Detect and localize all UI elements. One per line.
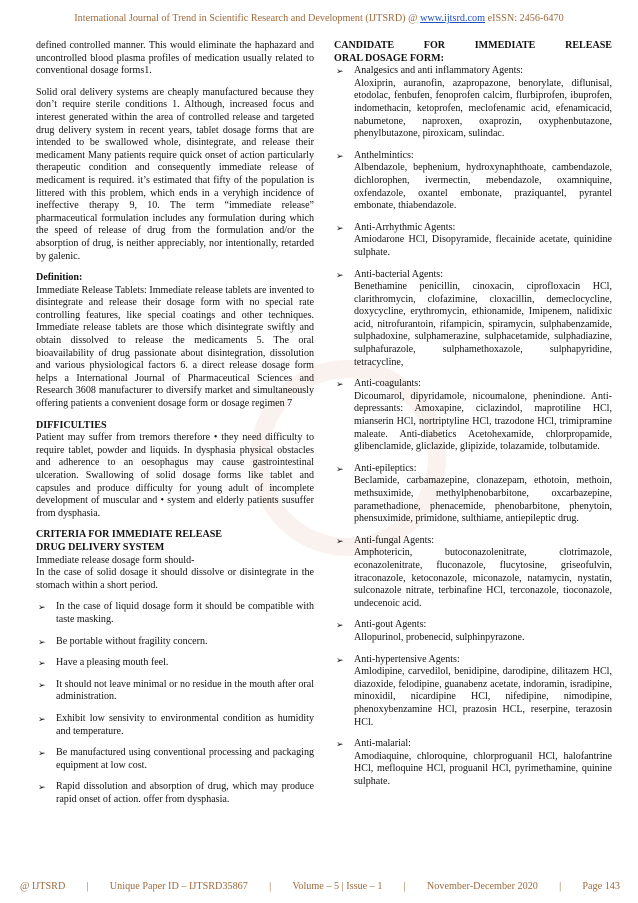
list-item xyxy=(334,378,612,454)
list-item xyxy=(334,738,612,788)
section-heading-definition: Definition: xyxy=(36,272,83,284)
category-label: Anti-coagulants: xyxy=(354,378,421,390)
footer-divider: | xyxy=(269,881,272,892)
drug-list: Amodiaquine, chloroquine, chlorproguanil HCl, halofantrine HCl, mefloquine HCl, proguanil HCl, pyrimethamine, quinine sulphate. xyxy=(354,750,612,787)
list-item: ➢ In the case of liquid dosage form it should be compatible with taste masking. xyxy=(38,601,314,625)
category-label: Anti-hypertensive Agents: xyxy=(354,653,460,665)
arrow-bullet-icon: ➢ xyxy=(38,782,46,793)
list-item: ➢ Rapid dissolution and absorption of drug, which may produce rapid onset of action. offer from dysphasia. xyxy=(38,781,314,805)
drug-list: Aloxiprin, auranofin, azapropazone, benorylate, diflunisal, etodolac, fenbufen, fenoprofen calcim, flurbiprofen, ibuprofen, indomethacin, ketoprofen, meclofenamic acid, efenamicacid, nabumetone, naproxen, oxaprozin, oxyphenbutazone, phenylbutazone, piroxicam, sulindac. xyxy=(354,77,612,140)
category-label: Analgesics and anti inflammatory Agents: xyxy=(354,65,524,77)
list-item: ➢ It should not leave minimal or no residue in the mouth after oral administration. xyxy=(38,678,314,703)
category-label: Anthelmintics: xyxy=(354,149,414,161)
drug-list: Amiodarone HCl, Disopyramide, flecainide acetate, quinidine sulphate. xyxy=(354,234,612,258)
arrow-bullet-icon: ➢ xyxy=(38,602,46,613)
section-heading-criteria-2: DRUG DELIVERY SYSTEM xyxy=(36,541,165,553)
footer-volume: Volume – 5 | Issue – 1 xyxy=(292,881,383,892)
category-label: Anti-bacterial Agents: xyxy=(354,268,443,280)
criteria-intro: Immediate release dosage form should- xyxy=(36,554,195,566)
list-item xyxy=(334,269,612,370)
list-item: ➢ Be portable without fragility concern. xyxy=(38,635,208,647)
arrow-bullet-icon: ➢ xyxy=(38,748,46,759)
drug-list: Albendazole, bephenium, hydroxynaphthoate, cambendazole, dichlorophen, ivermectin, mebendazole, oxamniquine, oxfendazole, oxantel embonate, praziquantel, pyrantel embonate, thiabendazole. xyxy=(354,162,612,212)
section-heading-difficulties: DIFFICULTIES xyxy=(36,419,107,431)
paragraph: defined controlled manner. This would eliminate the haphazard and uncontrolled blood plasma profiles of medication usually related to conventional dosage forms1. xyxy=(36,40,314,77)
footer-divider: | xyxy=(559,881,562,892)
section-heading-candidate-2: ORAL DOSAGE FORM: xyxy=(334,52,444,64)
paragraph: Patient may suffer from tremors therefore • they need difficulty to require tablet, powder and liquids. In dysphasia physical obstacles and adherence to an oesophagus may cause gastrointestinal ulceration. Swallowing of solid dosage forms like tablet and capsules and produce difficulty for young adult of incomplete development of muscular and • system and elderly patients susuffer from dysphasia. xyxy=(36,432,314,519)
arrow-bullet-icon: ➢ xyxy=(336,620,344,631)
list-item xyxy=(334,150,612,213)
list-item xyxy=(334,222,612,260)
category-label: Anti-gout Agents: xyxy=(354,619,427,631)
arrow-bullet-icon: ➢ xyxy=(336,739,344,750)
criteria-intro-2: In the case of solid dosage it should dissolve or disintegrate in the stomach within a short period. xyxy=(36,567,314,591)
header-prefix: International Journal of Trend in Scientific Research and Development (IJTSRD) @ xyxy=(74,13,421,24)
footer-divider: | xyxy=(86,881,89,892)
category-label: Anti-fungal Agents: xyxy=(354,534,435,546)
footer-journal: @ IJTSRD xyxy=(20,881,66,892)
drug-list: Dicoumarol, dipyridamole, nicoumalone, phenindione. Anti-depressants: Amoxapine, ciclazindol, maprotiline HCl, mianserin HCl, nortriptyline HCl, trazodone HCl, trimipramine maleate. Anti-diabetics Acetohexamide, chlorpropamide, glibenclamide, gliclazide, glipizide, tolazamide, tolbutamide. xyxy=(354,390,612,453)
footer-page: Page 143 xyxy=(582,881,620,892)
list-item xyxy=(334,619,612,644)
journal-header xyxy=(0,13,638,24)
category-label: Anti-epileptics: xyxy=(354,462,417,474)
category-label: Anti-malarial: xyxy=(354,738,411,750)
section-heading-candidate: CANDIDATE FOR IMMEDIATE RELEASE xyxy=(334,40,612,51)
footer-date: November-December 2020 xyxy=(426,881,538,892)
drug-category-list xyxy=(334,65,612,788)
list-item xyxy=(334,654,612,730)
list-item: ➢ Exhibit low sensivity to environmental condition as humidity and temperature. xyxy=(38,712,314,737)
drug-list: Allopurinol, probenecid, sulphinpyrazone. xyxy=(354,631,525,643)
drug-list: Benethamine penicillin, cinoxacin, ciprofloxacin HCl, clarithromycin, clofazimine, cloxacillin, demeclocycline, doxycycline, erythromycin, ethionamide, Imipenem, nalidixic acid, nitrofurantoin, rifampicin, spiramycin, sulphabenzamide, sulphadoxine, sulphamerazine, sulphacetamide, sulphadiazine, sulphafurazole, sulphamethoxazole, sulphapyridine, tetracycline, xyxy=(354,281,612,368)
drug-list: Amlodipine, carvedilol, benidipine, darodipine, dilitazem HCl, diazoxide, felodipine, guanabenz acetate, indoramin, isradipine, minoxidil, nicardipine HCl, nifedipine, nimodipine, phenoxybenzamine HCl, prazosin HCL, reserpine, terazosin HCl. xyxy=(354,666,612,728)
arrow-bullet-icon: ➢ xyxy=(336,463,344,474)
list-item xyxy=(334,65,612,141)
drug-list: Amphotericin, butoconazolenitrate, clotrimazole, econazolenitrate, fluconazole, flucytosine, griseofulvin, itraconazole, ketoconazole, miconazole, natamycin, nystatin, sulconazole nitrate, terbinafine HCl, terconazole, tioconazole, undecenoic acid. xyxy=(354,547,612,609)
page-footer xyxy=(20,881,620,892)
arrow-bullet-icon: ➢ xyxy=(38,679,46,690)
list-item xyxy=(334,535,612,611)
paragraph: Immediate Release Tablets: Immediate release tablets are invented to disintegrate and release their dosage form with no special rate controlling features, like special coatings and other techniques. Immediate release tablets are those which disintegrate swiftly and obtain dissolved to release the medicaments 5. The oral bioavailability of drug passionate about disintegration, dissolution and various physiological factors 6. a direct release dosage form helps a International Journal of Pharmaceutical Sciences and Research 3608 manufacturer to diversify market and simultaneously offering patients a convenient dosage form or dosage regimen 7 xyxy=(36,284,314,410)
footer-paper-id: Unique Paper ID – IJTSRD35867 xyxy=(109,881,248,892)
arrow-bullet-icon: ➢ xyxy=(336,379,344,390)
category-label: Anti-Arrhythmic Agents: xyxy=(354,221,456,233)
list-item xyxy=(334,463,612,526)
left-column xyxy=(36,40,314,815)
arrow-bullet-icon: ➢ xyxy=(38,713,46,724)
arrow-bullet-icon: ➢ xyxy=(38,636,46,647)
section-heading-criteria: CRITERIA FOR IMMEDIATE RELEASE xyxy=(36,529,222,541)
criteria-list xyxy=(36,601,314,806)
arrow-bullet-icon: ➢ xyxy=(336,535,344,546)
footer-divider: | xyxy=(403,881,406,892)
list-item: ➢ Be manufactured using conventional processing and packaging equipment at low cost. xyxy=(38,747,314,771)
arrow-bullet-icon: ➢ xyxy=(336,269,344,280)
paragraph: Solid oral delivery systems are cheaply manufactured because they don’t require sterile conditions 1. Although, increased focus and interest generated within the area of controlled release and targeted drug delivery system in recent years, tablet dosage forms that are intended to be swallowed whole, disintegrate, and release their medicament Many patients require quick onset of action particularly therapeutic condition and consequently immediate release of medicament is required. it’s estimated that fifty of the population is littered with this problem, which ends in a veryhigh incidence of ineffective therapy 9, 10. The term “immediate release” pharmaceutical formulation includes any formulation during which the speed of release of drug from the formulation and/or the absorption of drug, is neither appreciably, nor intentionally, retarded by galenic. xyxy=(36,86,314,262)
arrow-bullet-icon: ➢ xyxy=(336,654,344,665)
arrow-bullet-icon: ➢ xyxy=(336,66,344,77)
header-suffix: eISSN: 2456-6470 xyxy=(485,13,564,24)
list-item: ➢ Have a pleasing mouth feel. xyxy=(38,657,169,669)
right-column xyxy=(334,40,612,797)
journal-link[interactable]: www.ijtsrd.com xyxy=(420,13,486,24)
arrow-bullet-icon: ➢ xyxy=(336,222,344,233)
arrow-bullet-icon: ➢ xyxy=(38,658,46,669)
arrow-bullet-icon: ➢ xyxy=(336,150,344,161)
drug-list: Beclamide, carbamazepine, clonazepam, ethotoin, methoin, methsuximide, methylphenobarbitone, oxcarbazepine, paramethadione, phenacemide, phenobarbitone, phenytoin, phensuximide, primidone, sulthiame, antiepileptic drug. xyxy=(354,475,612,525)
